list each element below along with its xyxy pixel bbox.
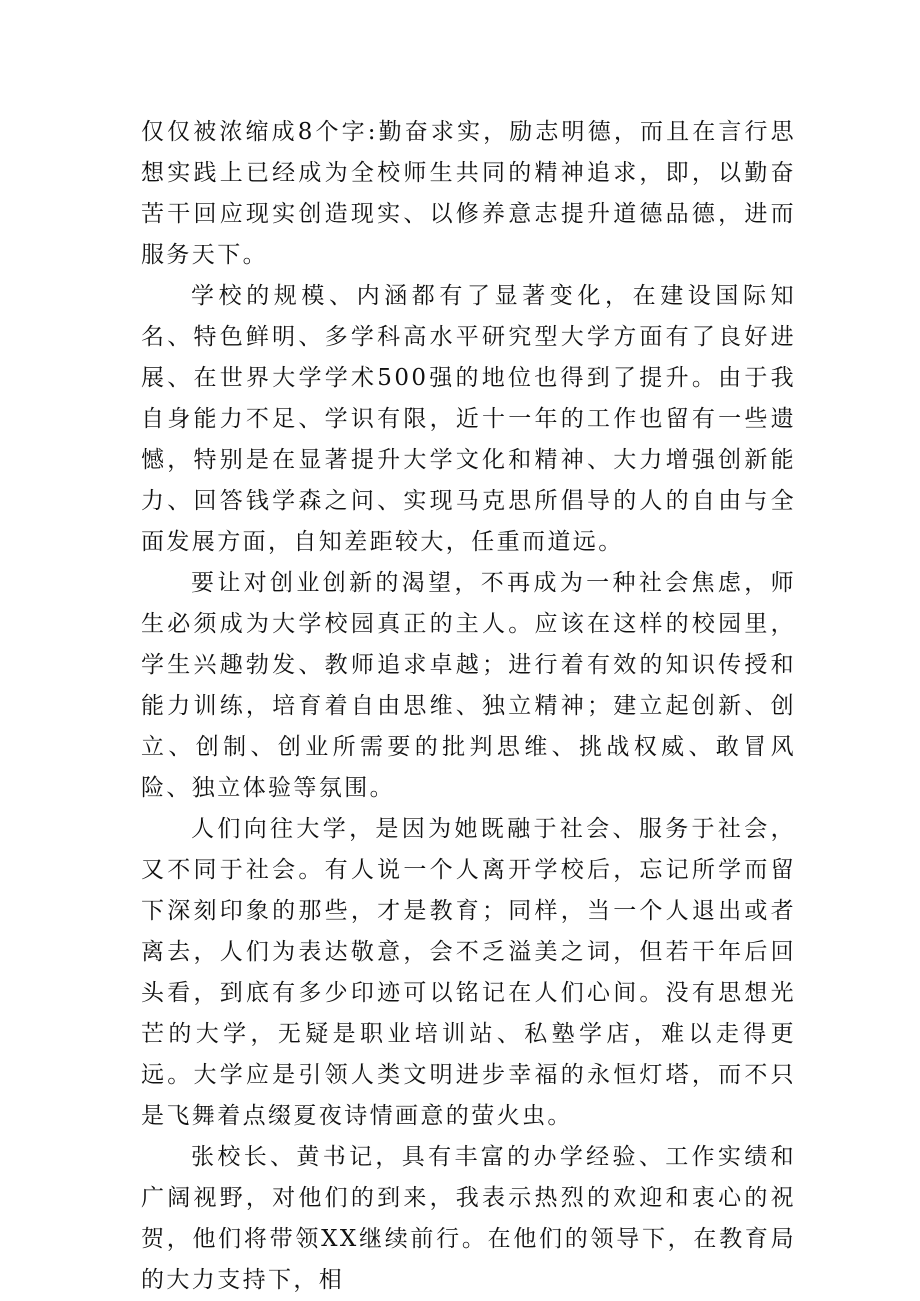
body-text [141,112,796,1301]
paragraph-3: 要让对创业创新的渴望，不再成为一种社会焦虑，师生必须成为大学校园真正的主人。应该在这样的校园里，学生兴趣勃发、教师追求卓越；进行着有效的知识传授和能力训练，培育着自由思维、独立精神；建立起创新、创立、创制、创业所需要的批判思维、挑战权威、敢冒风险、独立体验等氛围。 [141,570,796,801]
paragraph-1: 仅仅被浓缩成8个字:勤奋求实，励志明德，而且在言行思想实践上已经成为全校师生共同的精神追求，即，以勤奋苦干回应现实创造现实、以修养意志提升道德品德，进而服务天下。 [141,119,796,268]
paragraph-4: 人们向往大学，是因为她既融于社会、服务于社会，又不同于社会。有人说一个人离开学校后，忘记所学而留下深刻印象的那些，才是教育；同样，当一个人退出或者离去，人们为表达敬意，会不乏溢美之词，但若干年后回头看，到底有多少印迹可以铭记在人们心间。没有思想光芒的大学，无疑是职业培训站、私塾学店，难以走得更远。大学应是引领人类文明进步幸福的永恒灯塔，而不只是飞舞着点缀夏夜诗情画意的萤火虫。 [141,816,796,1129]
paragraph-2: 学校的规模、内涵都有了显著变化，在建设国际知名、特色鲜明、多学科高水平研究型大学方面有了良好进展、在世界大学学术500强的地位也得到了提升。由于我自身能力不足、学识有限，近十一年的工作也留有一些遗憾，特别是在显著提升大学文化和精神、大力增强创新能力、回答钱学森之问、实现马克思所倡导的人的自由与全面发展方面，自知差距较大，任重而道远。 [141,283,796,555]
paragraph-5: 张校长、黄书记，具有丰富的办学经验、工作实绩和广阔视野，对他们的到来，我表示热烈的欢迎和衷心的祝贺，他们将带领XX继续前行。在他们的领导下，在教育局的大力支持下，相 [141,1144,796,1293]
